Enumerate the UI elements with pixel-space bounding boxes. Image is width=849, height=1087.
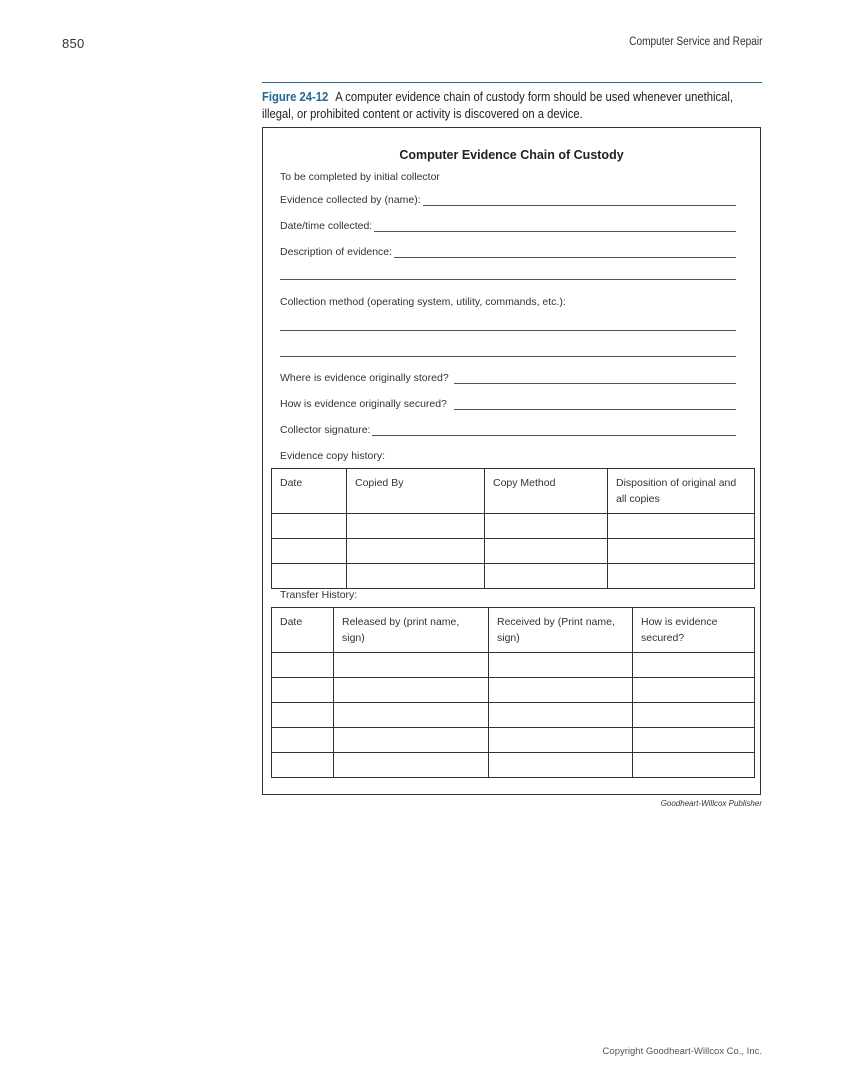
table-cell[interactable] <box>485 539 608 564</box>
collected-by-field[interactable] <box>280 192 736 206</box>
copy-header-copied-by: Copied By <box>347 469 485 514</box>
table-row <box>272 539 755 564</box>
table-row <box>272 703 755 728</box>
table-cell[interactable] <box>633 653 755 678</box>
table-cell[interactable] <box>489 653 633 678</box>
table-cell[interactable] <box>347 514 485 539</box>
table-cell[interactable] <box>608 514 755 539</box>
description-label: Description of evidence: <box>280 246 393 258</box>
collected-by-blank[interactable] <box>423 195 736 206</box>
table-cell[interactable] <box>334 653 489 678</box>
collector-signature-field[interactable] <box>280 422 736 436</box>
transfer-header-released-by: Released by (print name, sign) <box>334 608 489 653</box>
collected-by-label: Evidence collected by (name): <box>280 194 421 206</box>
description-blank[interactable] <box>394 247 736 258</box>
table-cell[interactable] <box>272 539 347 564</box>
how-secured-label: How is evidence originally secured? <box>280 398 447 410</box>
table-row <box>272 728 755 753</box>
caption-rule <box>262 82 762 83</box>
transfer-header-date: Date <box>272 608 334 653</box>
how-secured-field[interactable] <box>280 396 736 410</box>
collector-signature-blank[interactable] <box>372 425 736 436</box>
form-title: Computer Evidence Chain of Custody <box>399 148 624 162</box>
table-cell[interactable] <box>633 728 755 753</box>
form-subtitle: To be completed by initial collector <box>280 171 440 183</box>
table-cell[interactable] <box>272 728 334 753</box>
table-cell[interactable] <box>272 514 347 539</box>
where-stored-field[interactable] <box>280 370 736 384</box>
how-secured-blank[interactable] <box>454 399 736 410</box>
date-time-blank[interactable] <box>374 221 736 232</box>
collection-method-blank-line-1[interactable] <box>280 330 736 331</box>
figure-caption-text: A computer evidence chain of custody form should be used whenever unethical, illegal, or prohibited content or activity is discovered on a device. <box>262 90 734 121</box>
page-number: 850 <box>62 36 85 51</box>
table-row <box>272 753 755 778</box>
table-cell[interactable] <box>489 728 633 753</box>
copyright-notice: Copyright Goodheart-Willcox Co., Inc. <box>602 1046 762 1057</box>
copy-header-disposition: Disposition of original and all copies <box>608 469 755 514</box>
figure-caption <box>262 89 762 123</box>
table-cell[interactable] <box>272 678 334 703</box>
table-cell[interactable] <box>334 678 489 703</box>
collection-method-label: Collection method (operating system, utility, commands, etc.): <box>280 296 566 308</box>
table-cell[interactable] <box>347 564 485 589</box>
date-time-label: Date/time collected: <box>280 220 373 232</box>
copy-header-date: Date <box>272 469 347 514</box>
table-cell[interactable] <box>272 653 334 678</box>
collector-signature-label: Collector signature: <box>280 424 371 436</box>
table-cell[interactable] <box>489 753 633 778</box>
table-row <box>272 653 755 678</box>
table-cell[interactable] <box>608 564 755 589</box>
table-cell[interactable] <box>608 539 755 564</box>
table-cell[interactable] <box>272 753 334 778</box>
table-cell[interactable] <box>633 753 755 778</box>
figure-label: Figure 24-12 <box>262 90 329 104</box>
description-field[interactable] <box>280 244 736 258</box>
transfer-history-table <box>271 607 755 778</box>
where-stored-blank[interactable] <box>454 373 736 384</box>
table-cell[interactable] <box>489 703 633 728</box>
copy-header-copy-method: Copy Method <box>485 469 608 514</box>
chain-of-custody-form <box>262 127 761 795</box>
table-cell[interactable] <box>334 753 489 778</box>
table-cell[interactable] <box>633 703 755 728</box>
table-cell[interactable] <box>272 703 334 728</box>
table-cell[interactable] <box>485 564 608 589</box>
figure-credit: Goodheart-Willcox Publisher <box>660 799 762 808</box>
table-row <box>272 678 755 703</box>
table-cell[interactable] <box>334 728 489 753</box>
copy-history-label: Evidence copy history: <box>280 450 386 462</box>
table-row <box>272 564 755 589</box>
where-stored-label: Where is evidence originally stored? <box>280 372 449 384</box>
transfer-history-label: Transfer History: <box>280 589 358 601</box>
description-blank-line-2[interactable] <box>280 279 736 280</box>
running-head: Computer Service and Repair <box>628 36 762 48</box>
table-cell[interactable] <box>633 678 755 703</box>
table-row <box>272 514 755 539</box>
transfer-header-how-secured: How is evidence secured? <box>633 608 755 653</box>
table-cell[interactable] <box>485 514 608 539</box>
copy-history-table <box>271 468 755 589</box>
date-time-field[interactable] <box>280 218 736 232</box>
table-cell[interactable] <box>272 564 347 589</box>
table-cell[interactable] <box>334 703 489 728</box>
collection-method-blank-line-2[interactable] <box>280 356 736 357</box>
table-cell[interactable] <box>347 539 485 564</box>
table-cell[interactable] <box>489 678 633 703</box>
transfer-header-received-by: Received by (Print name, sign) <box>489 608 633 653</box>
